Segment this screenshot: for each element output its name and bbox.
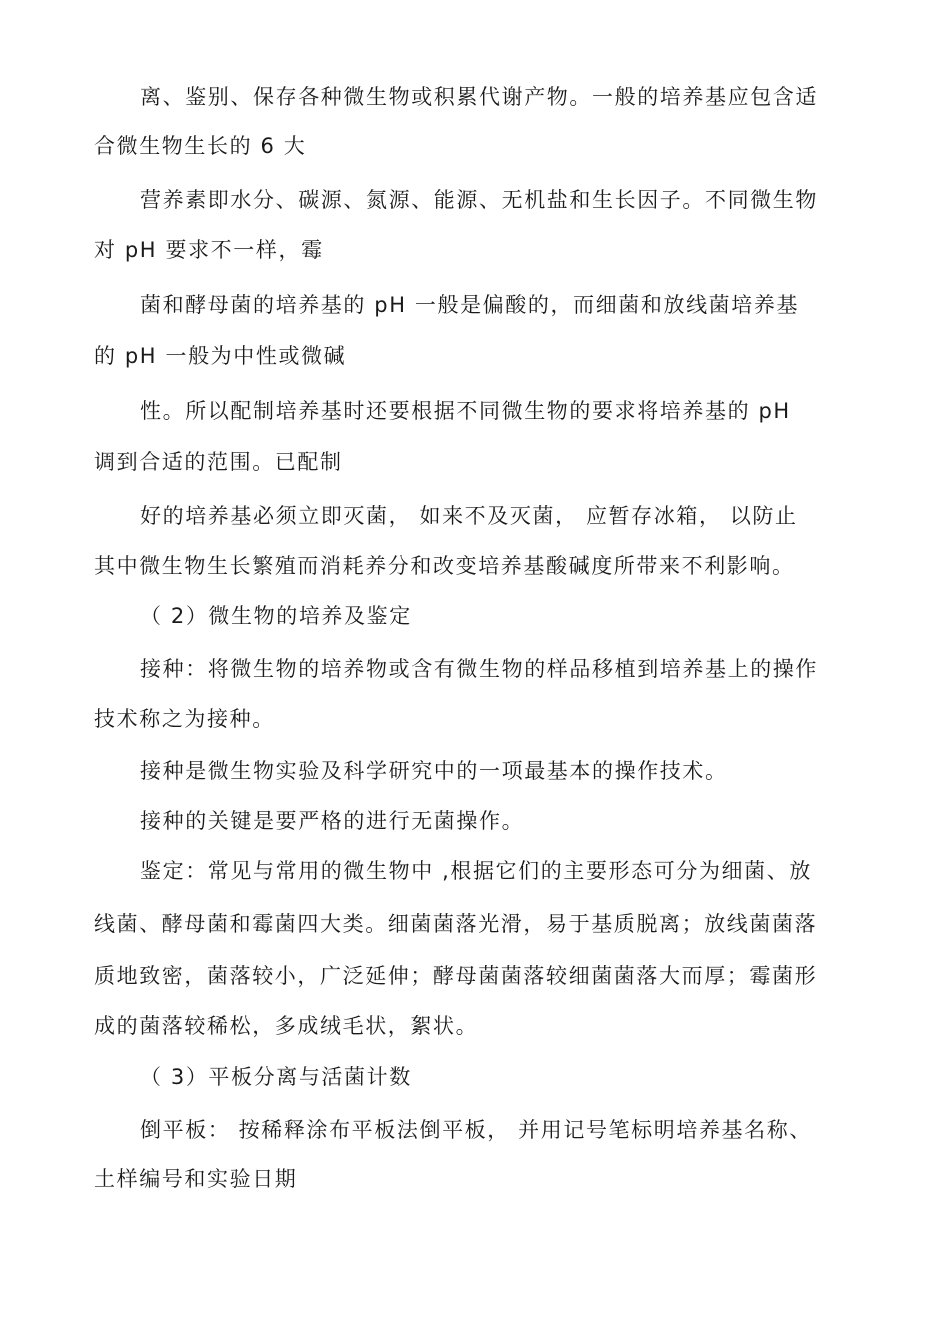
paragraph-line: 接种是微生物实验及科学研究中的一项最基本的操作技术。 <box>140 759 728 783</box>
paragraph-line: 对 pH 要求不一样，霉 <box>94 238 324 262</box>
paragraph-line: 质地致密，菌落较小，广泛延伸；酵母菌菌落较细菌菌落大而厚；霉菌形 <box>94 964 818 988</box>
paragraph-line: 性。所以配制培养基时还要根据不同微生物的要求将培养基的 pH <box>140 399 791 423</box>
paragraph-line: 成的菌落较稀松，多成绒毛状，絮状。 <box>94 1014 479 1038</box>
paragraph-line: 好的培养基必须立即灭菌， 如来不及灭菌， 应暂存冰箱， 以防止 <box>140 504 798 528</box>
paragraph-line: 土样编号和实验日期 <box>94 1167 298 1191</box>
paragraph-line: 鉴定：常见与常用的微生物中 ,根据它们的主要形态可分为细菌、放 <box>140 859 812 883</box>
paragraph-line: 其中微生物生长繁殖而消耗养分和改变培养基酸碱度所带来不利影响。 <box>94 554 795 578</box>
section-heading: （ 3）平板分离与活菌计数 <box>140 1065 412 1089</box>
paragraph-line: 的 pH 一般为中性或微碱 <box>94 344 347 368</box>
paragraph-line: 接种的关键是要严格的进行无菌操作。 <box>140 809 525 833</box>
paragraph-line: 接种：将微生物的培养物或含有微生物的样品移植到培养基上的操作 <box>140 657 818 681</box>
paragraph-line: 调到合适的范围。已配制 <box>94 450 343 474</box>
section-heading: （ 2）微生物的培养及鉴定 <box>140 604 412 628</box>
paragraph-line: 营养素即水分、碳源、氮源、能源、无机盐和生长因子。不同微生物 <box>140 188 818 212</box>
paragraph-line: 线菌、酵母菌和霉菌四大类。细菌菌落光滑，易于基质脱离；放线菌菌落 <box>94 912 818 936</box>
paragraph-line: 倒平板： 按稀释涂布平板法倒平板， 并用记号笔标明培养基名称、 <box>140 1118 812 1142</box>
paragraph-line: 离、鉴别、保存各种微生物或积累代谢产物。一般的培养基应包含适 <box>140 85 818 109</box>
paragraph-line: 菌和酵母菌的培养基的 pH 一般是偏酸的，而细菌和放线菌培养基 <box>140 293 800 317</box>
paragraph-line: 合微生物生长的 6 大 <box>94 134 307 158</box>
paragraph-line: 技术称之为接种。 <box>94 707 275 731</box>
